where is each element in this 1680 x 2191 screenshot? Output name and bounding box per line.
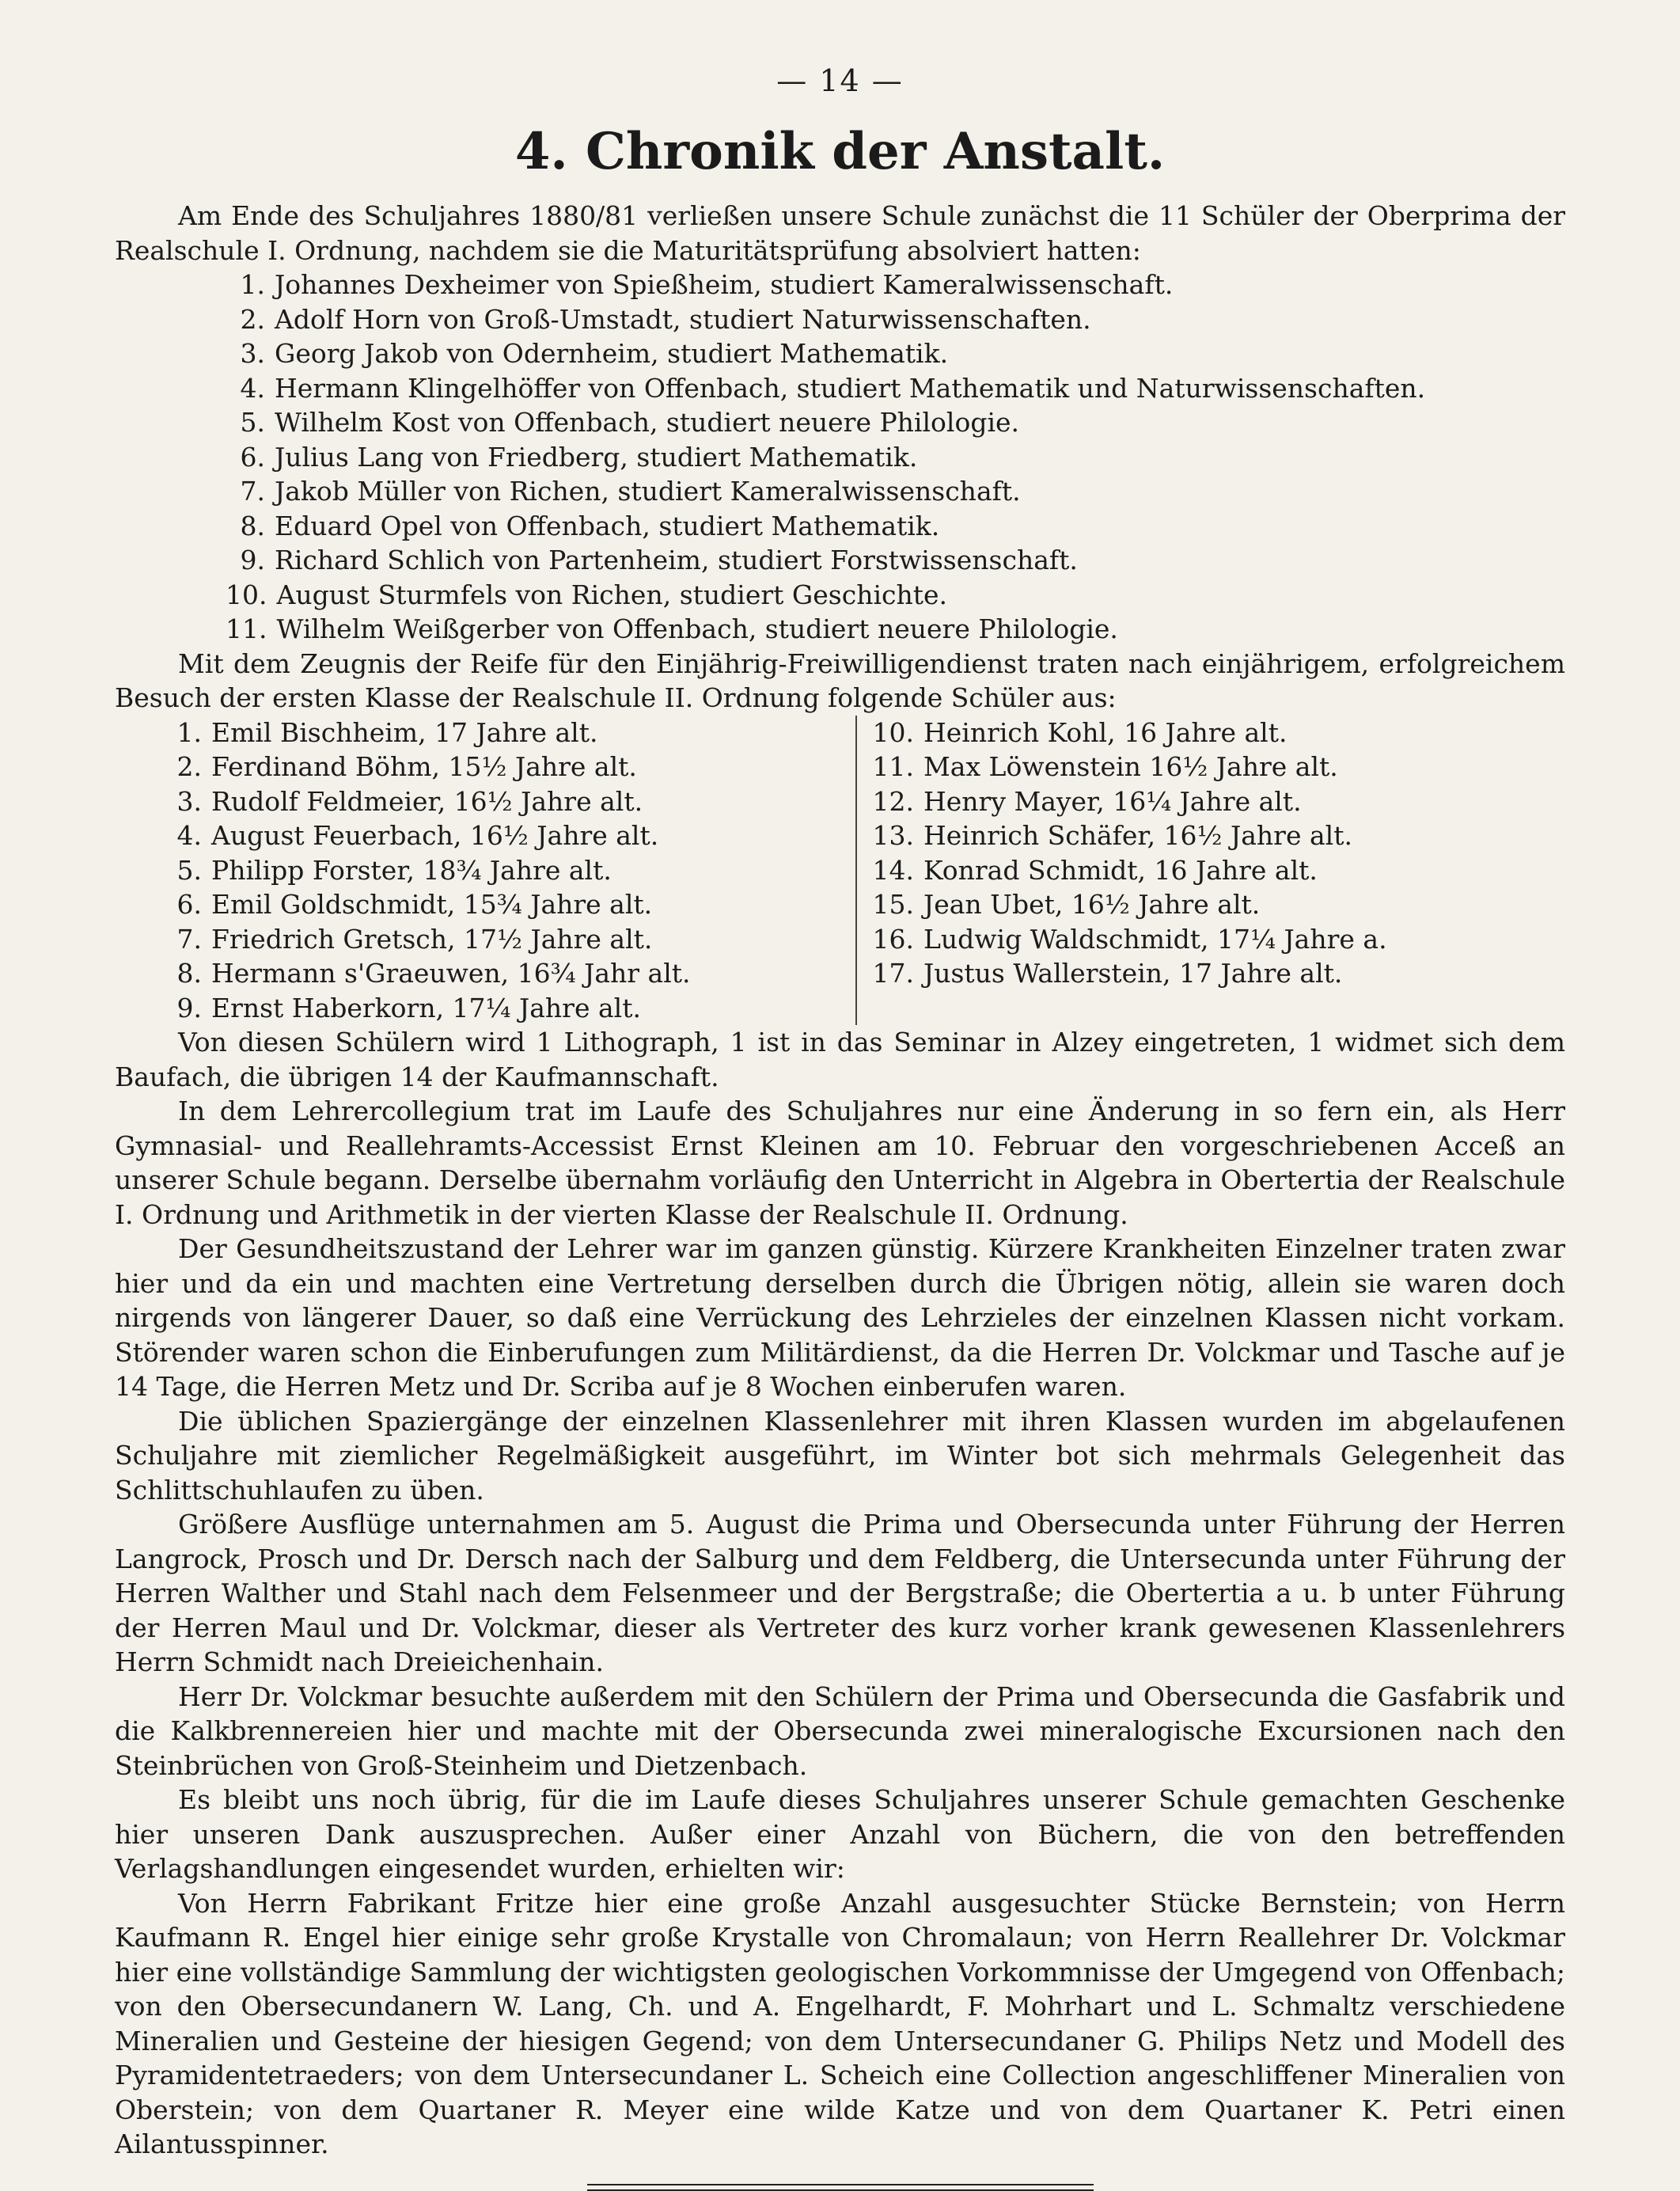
list-item: 1. Emil Bischheim, 17 Jahre alt. — [176, 716, 598, 748]
paragraph-gifts-intro: Es bleibt uns noch übrig, für die im Laufe dieses Schuljahres unserer Schule gemachten Geschenke hier unseren Dank auszusprechen. Außer einer Anzahl von Büchern, die von den betreffenden Verlagshandlungen eingesendet wurden, erhielten wir: — [115, 1784, 1565, 1884]
list-item: 4. August Feuerbach, 16½ Jahre alt. — [176, 820, 659, 851]
body-text — [115, 199, 1565, 2162]
list-item: 2. Ferdinand Böhm, 15½ Jahre alt. — [176, 751, 637, 782]
list-item: 4. Hermann Klingelhöffer von Offenbach, studiert Mathematik und Naturwissenschaften. — [240, 372, 1426, 404]
intro-paragraph: Am Ende des Schuljahres 1880/81 verließen unsere Schule zunächst die 11 Schüler der Oberprima der Realschule I. Ordnung, nachdem sie die Maturitätsprüfung absolviert hatten: — [115, 200, 1565, 266]
paragraph-gifts: Von Herrn Fabrikant Fritze hier eine große Anzahl ausgesuchter Stücke Bernstein; von Herrn Kaufmann R. Engel hier einige sehr große Krystalle von Chromalaun; von Herrn Reallehrer Dr. Volckmar hier eine vollständige Sammlung der wichtigsten geologischen Vorkommnisse der Umgegend von Offenbach; von den Obersecundanern W. Lang, Ch. und A. Engelhardt, F. Mohrhart und L. Schmaltz verschiedene Mineralien und Gesteine der hiesigen Gegend; von dem Untersecundaner G. Philips Netz und Modell des Pyramidentetraeders; von dem Untersecundaner L. Scheich eine Collection angeschliffener Mineralien von Oberstein; von dem Quartaner R. Meyer eine wilde Katze und von dem Quartaner K. Petri einen Ailantusspinner. — [115, 1887, 1565, 2159]
paragraph-visits: Herr Dr. Volckmar besuchte außerdem mit den Schülern der Prima und Obersecunda die Gasfabrik und die Kalkbrennereien hier und machte mit der Obersecunda zwei mineralogische Excursionen nach den Steinbrüchen von Groß-Steinheim und Dietzenbach. — [115, 1680, 1565, 1781]
list-item: 13. Heinrich Schäfer, 16½ Jahre alt. — [872, 820, 1352, 851]
list-item: 8. Eduard Opel von Offenbach, studiert Mathematik. — [240, 510, 940, 541]
list-item: 5. Philipp Forster, 18¾ Jahre alt. — [176, 854, 612, 886]
list-item: 1. Johannes Dexheimer von Spießheim, studiert Kameralwissenschaft. — [240, 269, 1174, 300]
list-item: 10. Heinrich Kohl, 16 Jahre alt. — [872, 716, 1287, 748]
list-item: 7. Jakob Müller von Richen, studiert Kameralwissenschaft. — [240, 476, 1021, 507]
section-title: 4. Chronik der Anstalt. — [514, 122, 1166, 181]
list-item: 12. Henry Mayer, 16¼ Jahre alt. — [872, 785, 1302, 817]
list-item: 2. Adolf Horn von Groß-Umstadt, studiert Naturwissenschaften. — [240, 303, 1091, 335]
list-item: 15. Jean Ubet, 16½ Jahre alt. — [872, 889, 1261, 920]
list-item: 8. Hermann s'Graeuwen, 16¾ Jahr alt. — [176, 958, 691, 989]
list-item: 16. Ludwig Waldschmidt, 17¼ Jahre a. — [872, 923, 1387, 955]
page-number: — 14 — — [776, 63, 904, 98]
list-item: 6. Julius Lang von Friedberg, studiert Mathematik. — [240, 441, 918, 473]
students-right-column — [855, 716, 1566, 1026]
students-left-column — [115, 716, 855, 1026]
list-item: 7. Friedrich Gretsch, 17½ Jahre alt. — [176, 923, 653, 955]
reife-paragraph: Mit dem Zeugnis der Reife für den Einjährig-Freiwilligendienst traten nach einjährigem, erfolgreichem Besuch der ersten Klasse der Realschule II. Ordnung folgende Schüler aus: — [115, 647, 1565, 713]
paragraph-walks: Die üblichen Spaziergänge der einzelnen Klassenlehrer mit ihren Klassen wurden im abgelaufenen Schuljahre mit ziemlicher Regelmäßigkeit ausgeführt, im Winter bot sich mehrmals Gelegenheit das Schlittschuhlaufen zu üben. — [115, 1405, 1565, 1506]
list-item: 14. Konrad Schmidt, 16 Jahre alt. — [872, 854, 1318, 886]
list-item: 3. Rudolf Feldmeier, 16½ Jahre alt. — [176, 785, 643, 817]
list-item: 17. Justus Wallerstein, 17 Jahre alt. — [872, 958, 1343, 989]
list-item: 3. Georg Jakob von Odernheim, studiert Mathematik. — [240, 338, 949, 369]
paragraph-staff: In dem Lehrercollegium trat im Laufe des Schuljahres nur eine Änderung in so fern ein, als Herr Gymnasial- und Reallehramts-Accessist Ernst Kleinen am 10. Februar den vorgeschriebenen Acceß an unserer Schule begann. Derselbe übernahm vorläufig den Unterricht in Algebra in Obertertia der Realschule I. Ordnung und Arithmetik in der vierten Klasse der Realschule II. Ordnung. — [115, 1096, 1565, 1230]
list-item: 11. Max Löwenstein 16½ Jahre alt. — [872, 751, 1338, 782]
list-item: 5. Wilhelm Kost von Offenbach, studiert neuere Philologie. — [240, 407, 1020, 438]
closing-rule — [587, 2184, 1094, 2191]
paragraph-careers: Von diesen Schülern wird 1 Lithograph, 1 ist in das Seminar in Alzey eingetreten, 1 widmet sich dem Baufach, die übrigen 14 der Kaufmannschaft. — [115, 1027, 1565, 1092]
list-item: 11. Wilhelm Weißgerber von Offenbach, studiert neuere Philologie. — [226, 613, 1118, 644]
students-columns — [115, 716, 1565, 1026]
paragraph-excursions: Größere Ausflüge unternahmen am 5. August die Prima und Obersecunda unter Führung der Herren Langrock, Prosch und Dr. Dersch nach der Salburg und dem Feldberg, die Untersecunda unter Führung der Herren Walther und Stahl nach dem Felsenmeer und der Bergstraße; die Obertertia a u. b unter Führung der Herren Maul und Dr. Volckmar, dieser als Vertreter des kurz vorher krank gewesenen Klassenlehrers Herrn Schmidt nach Dreieichenhain. — [115, 1509, 1565, 1677]
list-item: 10. August Sturmfels von Richen, studiert Geschichte. — [226, 579, 948, 610]
list-item: 6. Emil Goldschmidt, 15¾ Jahre alt. — [176, 889, 653, 920]
paragraph-health: Der Gesundheitszustand der Lehrer war im ganzen günstig. Kürzere Krankheiten Einzelner traten zwar hier und da ein und machten eine Vertretung derselben durch die Übrigen nötig, allein sie waren doch nirgends von längerer Dauer, so daß eine Verrückung des Lehrzieles der einzelnen Klassen nicht vorkam. Störender waren schon die Einberufungen zum Militärdienst, da die Herren Dr. Volckmar und Tasche auf je 14 Tage, die Herren Metz und Dr. Scriba auf je 8 Wochen einberufen waren. — [115, 1233, 1565, 1402]
graduates-list — [115, 268, 1565, 647]
list-item: 9. Richard Schlich von Partenheim, studiert Forstwissenschaft. — [240, 545, 1078, 575]
list-item: 9. Ernst Haberkorn, 17¼ Jahre alt. — [176, 992, 641, 1023]
